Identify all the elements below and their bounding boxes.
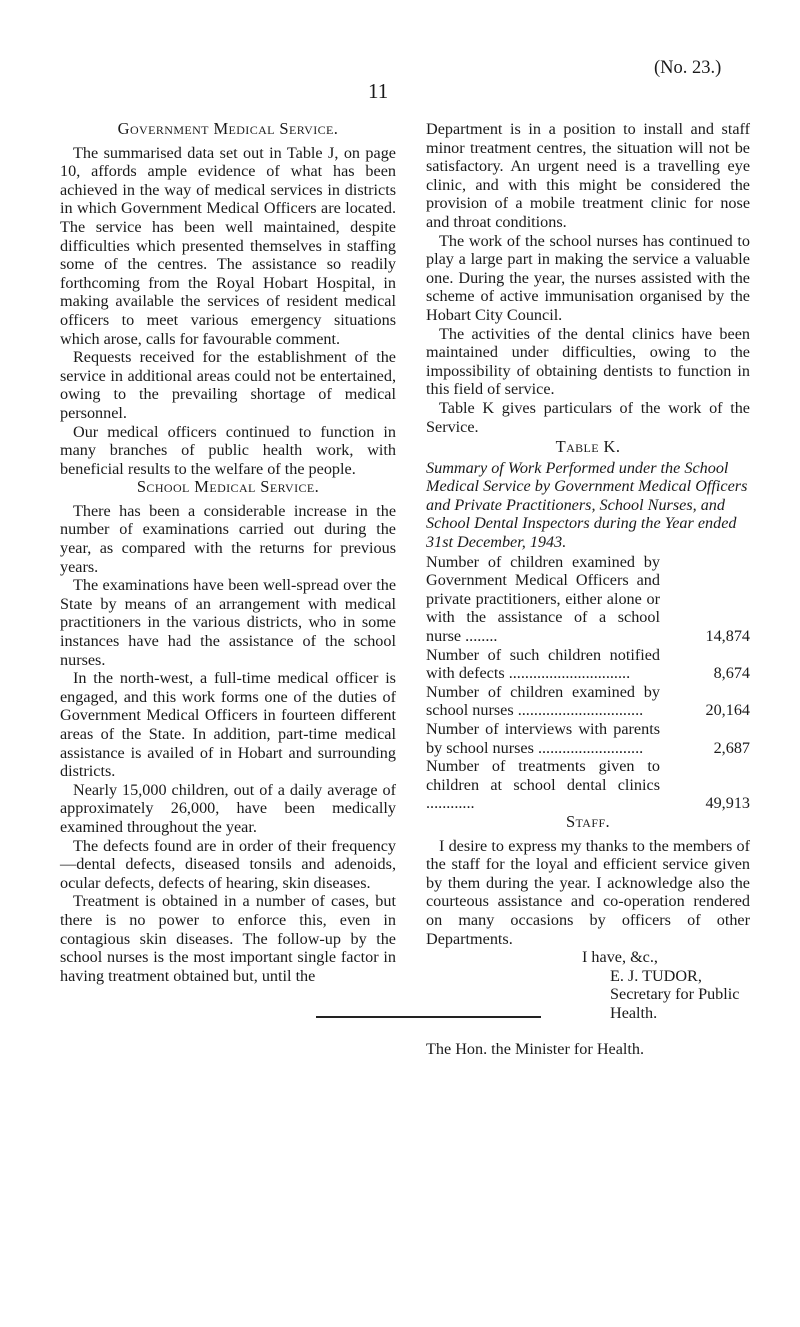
paragraph: Nearly 15,000 children, out of a daily average of approximately 26,000, have been medically examined throughout the year. xyxy=(60,780,396,836)
government-medical-service-heading: Government Medical Service. xyxy=(117,119,339,138)
paragraph: I desire to express my thanks to the members of the staff for the loyal and efficient service given by them during the year. I acknowledge also the courteous assistance and co-operation rendered on many occasions by officers of other Departments. xyxy=(426,836,750,948)
paragraph: In the north-west, a full-time medical officer is engaged, and this work forms one of the duties of Government Medical Officers in fourteen different areas of the State. In addition, part-time medical assistance is availed of in Hobart and surrounding districts. xyxy=(60,669,396,781)
paragraph: The defects found are in order of their frequency—dental defects, diseased tonsils and adenoids, ocular defects, defects of hearing, skin diseases. xyxy=(60,836,396,892)
row-label: Number of children examined by Government Medical Officers and private practitioners, either alone or with the assistance of a school nurse ........ xyxy=(426,552,660,646)
paragraph: Table K gives particulars of the work of the Service. xyxy=(426,398,750,436)
signatory-title: Secretary for Public Health. xyxy=(610,985,740,1022)
table-row xyxy=(426,683,750,720)
paragraph: The summarised data set out in Table J, on page 10, affords ample evidence of what has been achieved in the way of medical services in districts in which Government Medical Officers are located. The service has been well maintained, despite difficulties which presented themselves in staffing some of the centres. The assistance so readily forthcoming from the Royal Hobart Hospital, in making available the services of resident medical officers to meet various emergency situations which arose, calls for favourable comment. xyxy=(60,143,396,348)
paragraph: The examinations have been well-spread over the State by means of an arrangement with medical practitioners in the various districts, who in some instances have had the assistance of the school nurses. xyxy=(60,576,396,669)
row-label: Number of children examined by school nurses ............................... xyxy=(426,682,660,720)
sign-off: I have, &c., xyxy=(582,948,658,967)
table-k xyxy=(426,553,750,813)
staff-heading: Staff. xyxy=(565,811,611,831)
addressee: The Hon. the Minister for Health. xyxy=(426,1039,645,1058)
table-k-caption: Summary of Work Performed under the School Medical Service by Government Medical Officers and Private Practitioners, School Nurses, and School Dental Inspectors during the Year ended 31st December, 1943. xyxy=(426,458,748,552)
row-value: 8,674 xyxy=(713,664,750,683)
signatory-name: E. J. TUDOR, xyxy=(610,966,702,985)
paragraph: The activities of the dental clinics have been maintained under difficulties, owing to the impossibility of obtaining dentists to function in this field of service. xyxy=(426,324,750,399)
table-row xyxy=(426,553,750,646)
left-column xyxy=(60,120,396,985)
paragraph: Our medical officers continued to function in many branches of public health work, with beneficial results to the welfare of the people. xyxy=(60,422,396,478)
row-label: Number of treatments given to children at school dental clinics ............ xyxy=(426,757,660,813)
paragraph: Requests received for the establishment of the service in additional areas could not be entertained, owing to the prevailing shortage of medical personnel. xyxy=(60,348,396,422)
table-row xyxy=(426,757,750,813)
table-row xyxy=(426,646,750,683)
page-number: 11 xyxy=(368,79,389,103)
row-value: 20,164 xyxy=(705,701,750,720)
paragraph: The work of the school nurses has continued to play a large part in making the service a valuable one. During the year, the nurses assisted with the scheme of active immunisation organised by the Hobart City Council. xyxy=(426,231,750,324)
row-label: Number of such children notified with defects .............................. xyxy=(426,645,660,683)
footer-rule xyxy=(316,1016,541,1018)
table-row xyxy=(426,720,750,757)
right-column xyxy=(426,120,750,1058)
paragraph: Treatment is obtained in a number of cases, but there is no power to enforce this, even in contagious skin diseases. The follow-up by the school nurses is the most important single factor in having treatment obtained but, until the xyxy=(60,892,396,985)
row-value: 49,913 xyxy=(705,794,750,813)
document-number: (No. 23.) xyxy=(654,58,722,78)
row-value: 2,687 xyxy=(713,738,750,757)
school-medical-service-heading: School Medical Service. xyxy=(136,477,320,497)
row-label: Number of interviews with parents by school nurses .......................... xyxy=(426,720,660,757)
signature-block xyxy=(582,948,750,1022)
row-value: 14,874 xyxy=(705,627,750,646)
paragraph: Department is in a position to install and staff minor treatment centres, the situation will not be satisfactory. An urgent need is a travelling eye clinic, and with this might be considered the provision of a mobile treatment clinic for nose and throat conditions. xyxy=(426,120,750,231)
paragraph: There has been a considerable increase in the number of examinations carried out during the year, as compared with the returns for previous years. xyxy=(60,501,396,576)
table-k-heading: Table K. xyxy=(555,437,621,457)
